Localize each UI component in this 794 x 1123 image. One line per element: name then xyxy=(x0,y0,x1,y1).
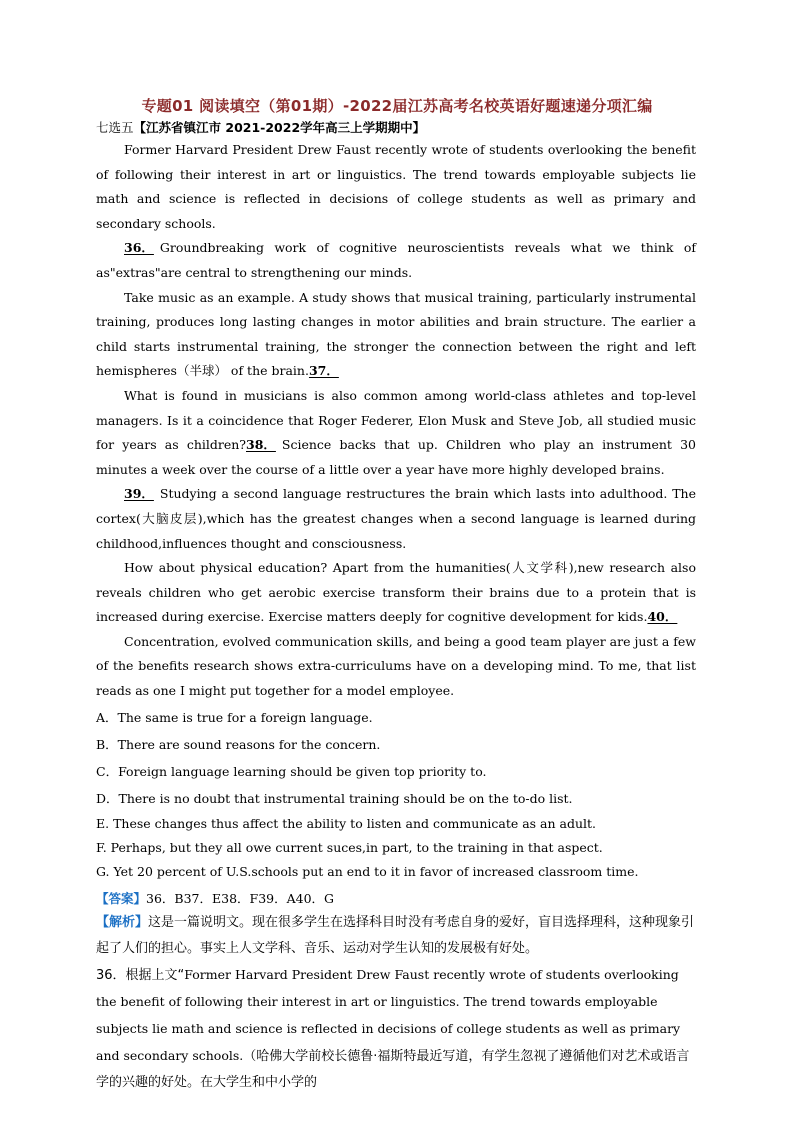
blank-38: 38． xyxy=(246,437,276,453)
paragraph-4-text-2: Science backs that up. Children who play an instrument 30 minutes a week over the course of a little over a year have more highly developed brains. xyxy=(96,437,696,477)
passage-paragraph-3 xyxy=(96,286,696,384)
passage-paragraph-2 xyxy=(96,236,696,285)
option-e: E. These changes thus affect the ability to listen and communicate as an adult. xyxy=(96,815,597,831)
analysis-text: 这是一篇说明文。现在很多学生在选择科目时没有考虑自身的爱好，盲目选择理科，这种现象引起了人们的担心。事实上人文学科、音乐、运动对学生认知的发展极有好处。 xyxy=(96,914,695,956)
q36-lead: 36．根据上文“ xyxy=(96,967,185,983)
answer-line xyxy=(96,888,696,910)
answer-text: 36．B37．E38．F39．A40．G xyxy=(146,890,335,906)
passage-paragraph-7: Concentration, evolved communication skills, and being a good team player are just a few of the benefits research shows extra-curriculums have on a developing mind. To me, that list reads as one I might put together for a model employee. xyxy=(96,633,696,699)
question-36-analysis xyxy=(96,962,696,1096)
paragraph-5-text: Studying a second language restructures the brain which lasts into adulthood. The cortex(大脑皮层),which has the greatest changes when a second language is learned during childhood,influences thought and consciousness. xyxy=(96,486,696,551)
option-c: C．Foreign language learning should be given top priority to. xyxy=(96,763,487,779)
blank-36: 36． xyxy=(124,240,154,256)
document-title: 专题01 阅读填空（第01期）-2022届江苏高考名校英语好题速递分项汇编 xyxy=(141,97,653,115)
q36-quote: Former Harvard President Drew Faust recently wrote of students overlooking the benefit of following their interest in art or linguistics. The trend towards employable subjects lie math and science is reflected in decisions of college students as well as primary and secondary schools. xyxy=(96,966,681,1063)
passage-paragraph-6 xyxy=(96,556,696,630)
paragraph-4-text: What is found in musicians is also common among world-class athletes and top-level managers. Is it a coincidence that Roger Federer, Elon Musk and Steve Job, all studied music for years as children? xyxy=(96,387,696,453)
option-d: D．There is no doubt that instrumental training should be on the to-do list. xyxy=(96,790,573,806)
passage-paragraph-5 xyxy=(96,482,696,556)
passage-paragraph-4 xyxy=(96,384,696,482)
option-g: G. Yet 20 percent of U.S.schools put an end to it in favor of increased classroom time. xyxy=(96,863,639,879)
analysis-paragraph xyxy=(96,910,696,962)
paragraph-3-text: Take music as an example. A study shows that musical training, particularly instrumental training, produces long lasting changes in motor abilities and brain structure. The earlier a child starts instrumental training, the stronger the connection between the right and left hemispheres（半球） of the brain. xyxy=(96,289,696,379)
blank-40: 40． xyxy=(647,609,678,625)
q36-cn: （哈佛大学前校长德鲁·福斯特最近写道，有学生忽视了遵循他们对艺术或语言学的兴趣的好处。在大学生和中小学的 xyxy=(96,1048,690,1090)
option-a: A．The same is true for a foreign language. xyxy=(96,709,373,725)
option-f: F. Perhaps, but they all owe current suces,in part, to the training in that aspect. xyxy=(96,839,603,855)
answer-label: 【答案】 xyxy=(96,890,147,906)
section-type: 七选五 xyxy=(96,120,134,135)
document-body xyxy=(96,118,696,1096)
blank-37: 37． xyxy=(308,363,339,379)
option-list xyxy=(96,704,696,884)
source-tag: 【江苏省镇江市 2021-2022学年高三上学期期中】 xyxy=(133,120,426,135)
paragraph-6-text: How about physical education? Apart from the humanities(人文学科),new research also reveals children who get aerobic exercise transform their brains due to a protein that is increased during exercise. Exercise matters deeply for cognitive development for kids. xyxy=(96,560,696,625)
paragraph-2-text: Groundbreaking work of cognitive neuroscientists reveals what we think of as"extras"are central to strengthening our minds. xyxy=(96,240,696,280)
passage-paragraph-1: Former Harvard President Drew Faust recently wrote of students overlooking the benefit of following their interest in art or linguistics. The trend towards employable subjects lie math and science is reflected in decisions of college students as well as primary and secondary schools. xyxy=(96,142,696,231)
analysis-label: 【解析】 xyxy=(96,914,149,930)
section-source xyxy=(96,118,696,138)
option-b: B．There are sound reasons for the concern. xyxy=(96,736,381,752)
blank-39: 39． xyxy=(124,486,154,502)
